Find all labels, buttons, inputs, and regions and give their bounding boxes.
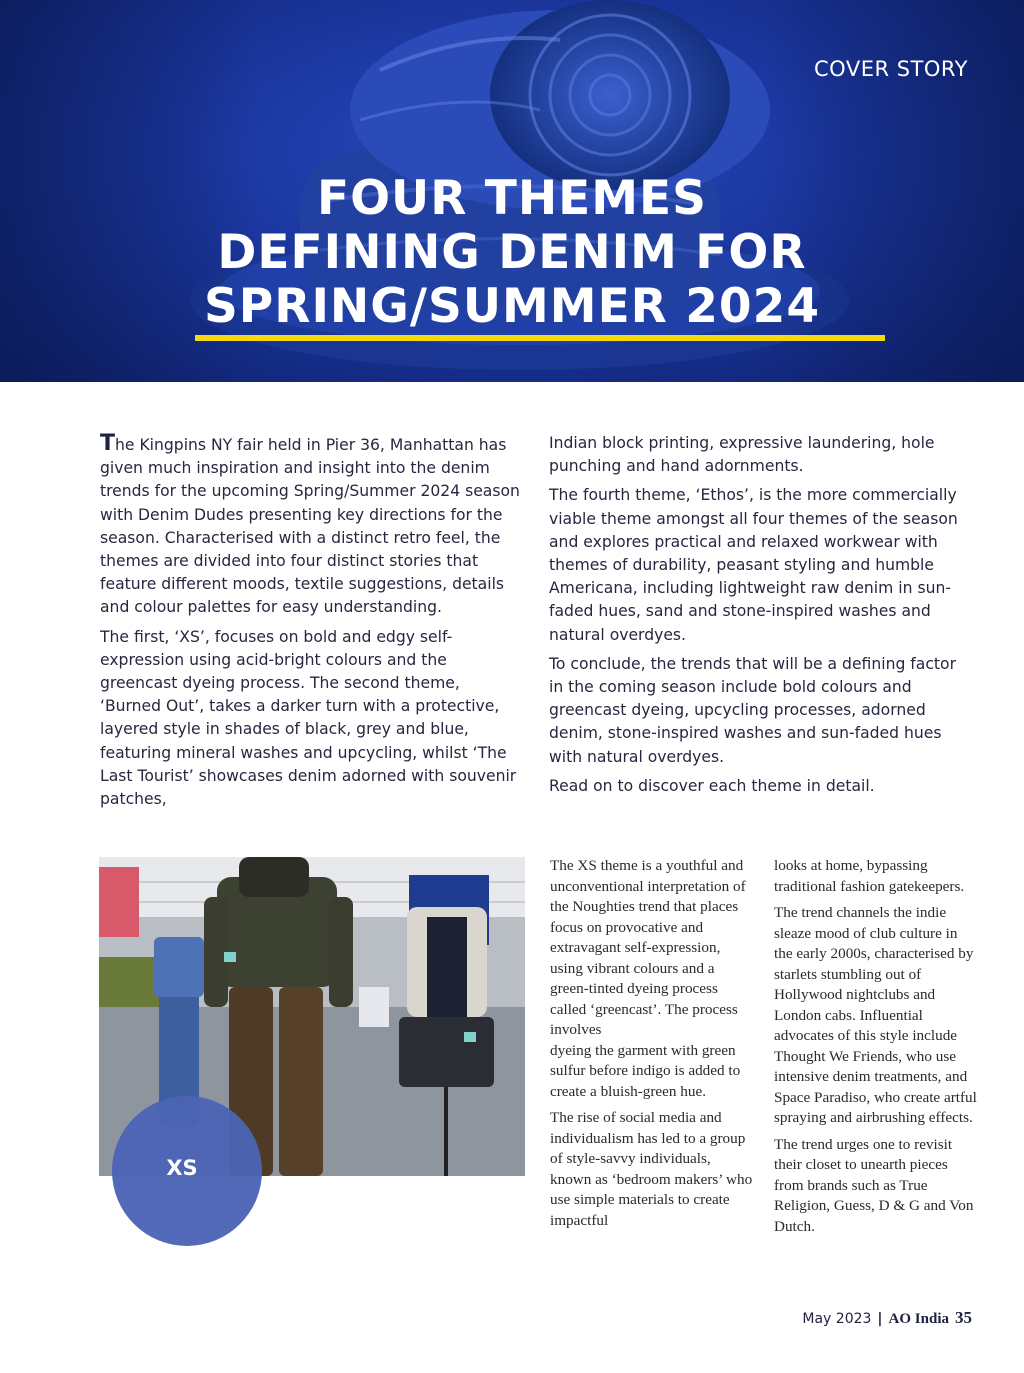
footer-separator: | — [877, 1311, 883, 1327]
intro-paragraph: Read on to discover each theme in detail. — [549, 776, 875, 795]
intro-paragraph: Indian block printing, expressive laundering, hole punching and hand adornments. — [549, 434, 935, 476]
magazine-name: AO India — [888, 1311, 949, 1327]
xs-column-b — [774, 856, 979, 1243]
body-paragraph: The rise of social media and individualism has led to a group of style-savvy individuals, known as ‘bedroom makers’ who use simple materials to create impactful — [550, 1109, 753, 1229]
intro-paragraph: The Kingpins NY fair held in Pier 36, Manhattan has given much inspiration and insight into the denim trends for the upcoming Spring/Summer 2024 season with Denim Dudes presenting key directions for the season. Characterised with a distinct retro feel, the themes are divided into four distinct stories that feature different moods, textile suggestions, details and colour palettes for easy understanding. — [100, 431, 520, 617]
headline-line: SPRING/SUMMER 2024 — [203, 279, 821, 334]
headline-underline — [195, 335, 885, 341]
body-paragraph: The XS theme is a youthful and unconventional interpretation of the Noughties trend that places focus on provocative and extravagant self-expression, using vibrant colours and a green-tinted dyeing process called ‘greencast’. The process involves — [550, 857, 746, 1038]
drop-cap: T — [100, 431, 116, 456]
issue-date: May 2023 — [802, 1311, 872, 1327]
xs-column-a — [550, 856, 755, 1237]
headline-line: FOUR THEMES — [316, 171, 707, 226]
body-paragraph: The trend channels the indie sleaze mood of club culture in the early 2000s, characterised by starlets stumbling out of Hollywood nightclubs and London cabs. Influential advocates of this style include Thought We Friends, who use intensive denim treatments, and Space Paradiso, who create artful spraying and airbrushing effects. — [774, 904, 977, 1126]
page-title — [0, 172, 1024, 334]
theme-badge-label: XS — [166, 1156, 198, 1180]
intro-paragraph: The fourth theme, ‘Ethos’, is the more commercially viable theme amongst all four themes of the season and explores practical and relaxed workwear with themes of durability, peasant styling and humble Americana, including lightweight raw denim in sun-faded hues, sand and stone-inspired washes and natural overdyes. — [549, 486, 958, 644]
page-number: 35 — [955, 1308, 972, 1327]
body-paragraph: looks at home, bypassing traditional fashion gatekeepers. — [774, 857, 965, 895]
intro-paragraph: To conclude, the trends that will be a defining factor in the coming season include bold colours and greencast dyeing, upcycling processes, adorned denim, stone-inspired washes and sun-faded hues with natural overdyes. — [549, 654, 956, 766]
headline-line: DEFINING DENIM FOR — [217, 225, 807, 280]
intro-column-right — [549, 432, 974, 804]
body-paragraph: dyeing the garment with green sulfur before indigo is added to create a bluish-green hue. — [550, 1041, 741, 1100]
intro-column-left — [100, 432, 525, 817]
hero-banner — [0, 0, 1024, 382]
page-footer — [802, 1308, 972, 1328]
section-label: COVER STORY — [814, 57, 968, 81]
body-paragraph: The trend urges one to revisit their closet to unearth pieces from brands such as True Religion, Guess, D & G and Von Dutch. — [774, 1135, 974, 1235]
intro-paragraph: The first, ‘XS’, focuses on bold and edgy self-expression using acid-bright colours and the greencast dyeing process. The second theme, ‘Burned Out’, takes a darker turn with a protective, layered style in shades of black, grey and blue, featuring mineral washes and upcycling, whilst ‘The Last Tourist’ showcases denim adorned with souvenir patches, — [100, 627, 517, 809]
